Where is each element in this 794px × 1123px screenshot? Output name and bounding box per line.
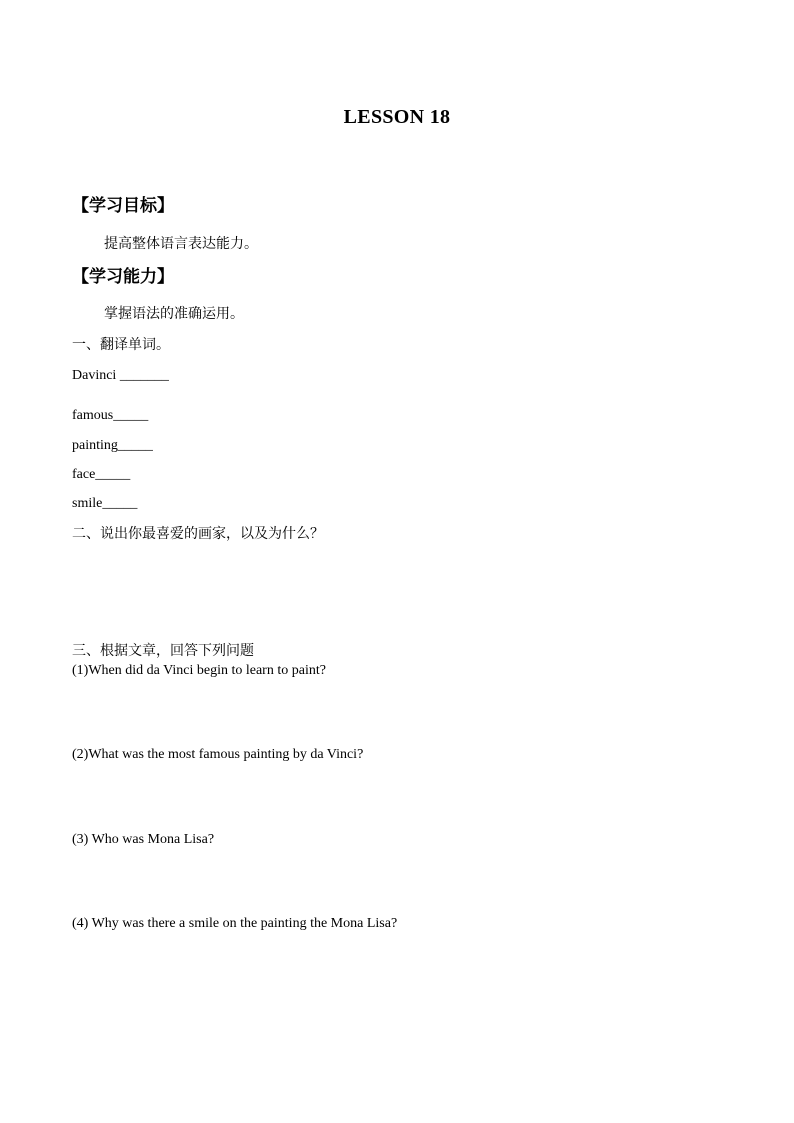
learning-goal-text: 提高整体语言表达能力。: [104, 236, 258, 252]
section-favorite-painter-heading: 二、说出你最喜爱的画家，以及为什么？: [72, 526, 324, 542]
section-questions-heading: 三、根据文章，回答下列问题: [72, 643, 254, 659]
question-item: (1)When did da Vinci begin to learn to paint?: [72, 663, 326, 678]
learning-ability-text: 掌握语法的准确运用。: [104, 306, 244, 322]
page-title: LESSON 18: [343, 106, 451, 128]
question-item: (2)What was the most famous painting by da Vinci?: [72, 747, 364, 762]
word-item: smile_____: [72, 496, 138, 511]
word-item: Davinci _______: [72, 368, 169, 383]
word-item: painting_____: [72, 438, 153, 453]
question-item: (4) Why was there a smile on the painting the Mona Lisa?: [72, 916, 398, 931]
word-item: face_____: [72, 467, 131, 482]
question-item: (3) Who was Mona Lisa?: [72, 832, 215, 847]
word-item: famous_____: [72, 408, 149, 423]
learning-ability-heading: 【学习能力】: [72, 267, 174, 287]
section-translate-heading: 一、翻译单词。: [72, 337, 170, 353]
learning-goal-heading: 【学习目标】: [72, 196, 174, 216]
